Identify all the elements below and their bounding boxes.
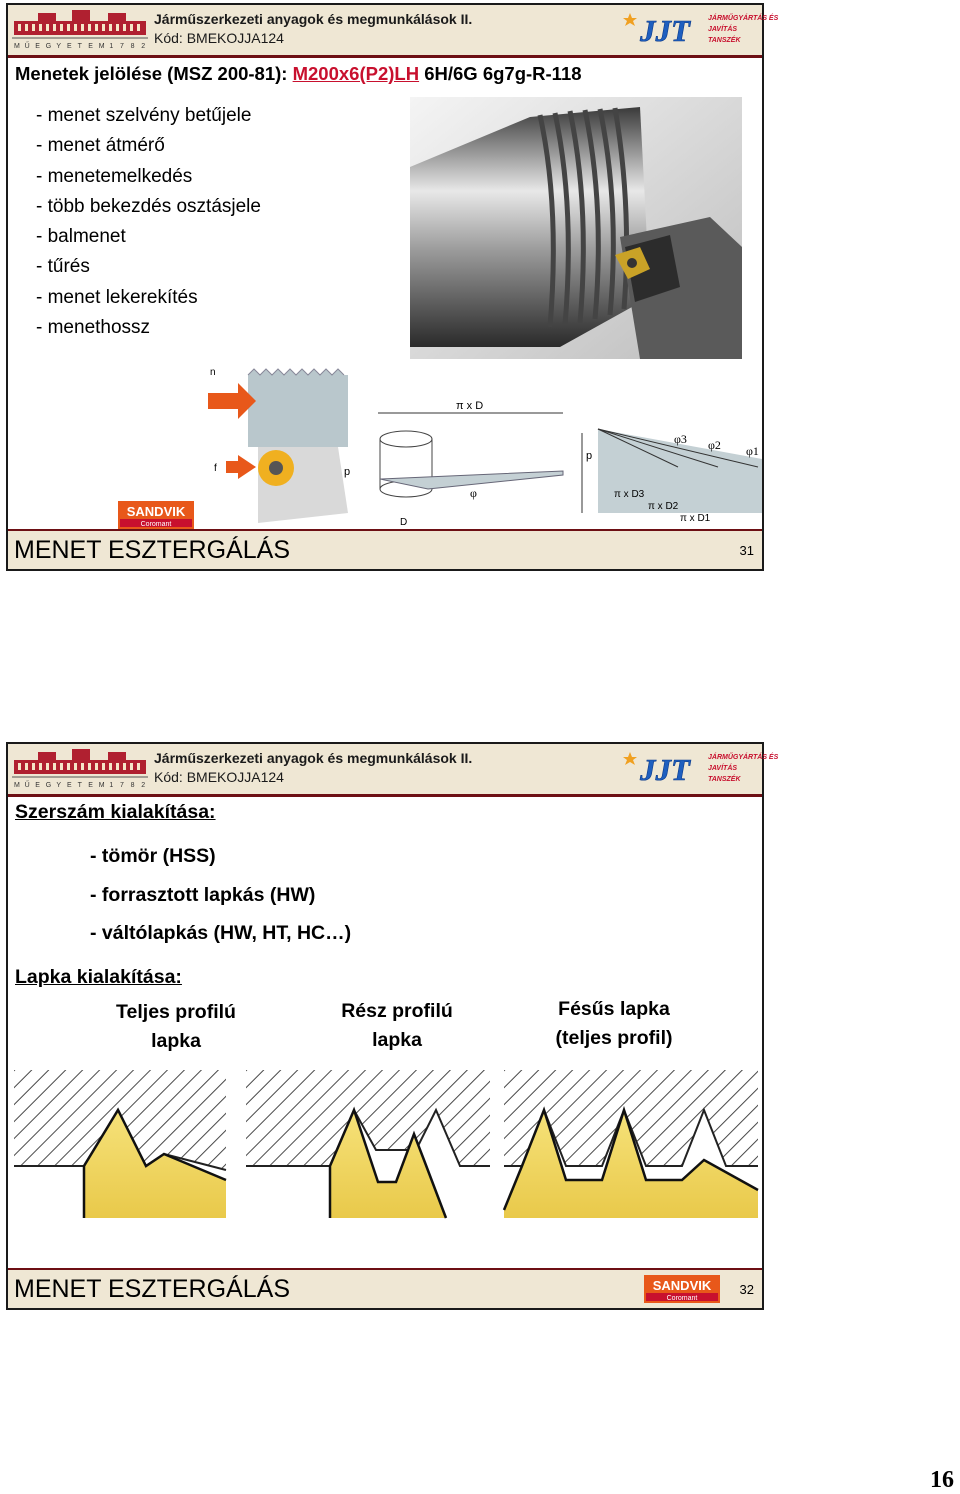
bme-logo-letter: 8: [130, 782, 135, 789]
bme-logo-letter: E: [88, 43, 93, 50]
list-item: - tömör (HSS): [90, 845, 216, 867]
list-item: - forrasztott lapkás (HW): [90, 883, 316, 906]
jjt-logo: [620, 746, 779, 790]
list-item: - váltólapkás (HW, HT, HC…): [90, 922, 352, 944]
caption-line: Rész profilú: [341, 1000, 453, 1022]
label-pi-d1: π x D1: [680, 513, 711, 524]
svg-text:TANSZÉK: TANSZÉK: [708, 776, 741, 783]
bme-logo-letter: 2: [141, 782, 146, 789]
list-item: - menethossz: [36, 317, 151, 339]
caption-line: lapka: [151, 1030, 201, 1052]
svg-text:JÁRMŰGYÁRTÁS ÉS: JÁRMŰGYÁRTÁS ÉS: [708, 754, 779, 761]
list-item: - menet lekerekítés: [36, 286, 198, 308]
footer-title: MENET ESZTERGÁLÁS: [14, 1275, 290, 1303]
bme-logo-letter: E: [35, 43, 40, 50]
course-code: Kód: BMEKOJJA124: [154, 769, 284, 785]
sandvik-logo-text: SANDVIK: [652, 1278, 712, 1293]
svg-text:TANSZÉK: TANSZÉK: [708, 37, 741, 44]
title-prefix: Menetek jelölése (MSZ 200-81):: [15, 63, 293, 84]
label-f: f: [214, 463, 217, 474]
course-title: Járműszerkezeti anyagok és megmunkálások II.: [154, 11, 473, 27]
caption-full-profile: [76, 998, 276, 1056]
course-title: Járműszerkezeti anyagok és megmunkálások II.: [154, 750, 473, 766]
label-pi-d3: π x D3: [614, 489, 645, 500]
bme-logo-letter: Ű: [24, 782, 30, 789]
tool-types-list: [90, 837, 351, 953]
course-code: Kód: BMEKOJJA124: [154, 30, 284, 46]
thread-turning-photo: [410, 97, 742, 359]
bme-logo-letter: M: [14, 782, 20, 789]
bme-logo-letter: T: [77, 43, 82, 50]
label-p-2: p: [586, 450, 593, 462]
list-item: - több bekezdés osztásjele: [36, 195, 261, 217]
list-item: - menetemelkedés: [36, 165, 193, 187]
multi-tooth-insert-diagram: [504, 1070, 758, 1218]
svg-text:JJT: JJT: [640, 13, 690, 48]
bme-logo-letter: Y: [56, 782, 62, 789]
slide-number: 32: [739, 1282, 754, 1297]
coromant-logo-text: Coromant: [666, 1295, 698, 1302]
bme-logo-letter: M: [14, 43, 20, 50]
caption-multi-tooth: [514, 995, 714, 1053]
coromant-logo-text: Coromant: [140, 521, 172, 528]
label-n: n: [210, 367, 216, 378]
label-phi3: φ3: [674, 432, 687, 446]
full-profile-insert-diagram: [14, 1070, 226, 1218]
bme-logo-letter: E: [67, 782, 72, 789]
bme-logo-letter: E: [67, 43, 72, 50]
label-p: p: [344, 466, 351, 478]
designation-parts-list: [36, 101, 261, 343]
caption-line: (teljes profil): [555, 1027, 673, 1049]
bme-logo-letter: 7: [120, 782, 124, 789]
slide-32: [6, 742, 779, 1310]
footer-title: MENET ESZTERGÁLÁS: [14, 536, 290, 564]
jjt-logo: [620, 7, 779, 51]
svg-text:JJT: JJT: [640, 752, 690, 787]
bme-logo-letter: 8: [130, 43, 135, 50]
slide-header: [8, 5, 779, 58]
thread-geometry-diagram: [108, 363, 762, 533]
svg-text:JÁRMŰGYÁRTÁS ÉS: JÁRMŰGYÁRTÁS ÉS: [708, 15, 779, 22]
title-suffix: 6H/6G 6g7g-R-118: [419, 63, 582, 84]
bme-logo-letter: 1: [109, 43, 114, 50]
slide-header: [8, 744, 779, 797]
insert-design-heading: Lapka kialakítása:: [15, 966, 182, 988]
bme-logo-letter: 1: [109, 782, 114, 789]
bme-logo-letter: G: [45, 43, 52, 50]
list-item: - menet szelvény betűjele: [36, 105, 252, 126]
bme-logo-letter: T: [77, 782, 82, 789]
sandvik-logo-text: SANDVIK: [126, 504, 186, 519]
slide-footer: [8, 1268, 762, 1308]
bme-logo-letter: M: [98, 782, 105, 789]
label-pi-d2: π x D2: [648, 501, 679, 512]
svg-text:JAVÍTÁS: JAVÍTÁS: [708, 765, 738, 772]
sandvik-logo: [644, 1275, 720, 1303]
bme-logo-letter: 2: [141, 43, 146, 50]
label-d: D: [400, 517, 408, 528]
bme-logo-letter: E: [88, 782, 93, 789]
thread-designation-title: [15, 63, 582, 85]
list-item: - balmenet: [36, 226, 126, 248]
label-pi-d: π x D: [456, 400, 484, 412]
list-item: - menet átmérő: [36, 135, 165, 157]
partial-profile-insert-diagram: [246, 1070, 490, 1218]
bme-logo: [10, 746, 150, 790]
bme-logo-letter: E: [35, 782, 40, 789]
caption-line: lapka: [372, 1029, 422, 1051]
slide-number: 31: [739, 543, 754, 558]
caption-line: Fésűs lapka: [558, 998, 670, 1020]
title-example-code: M200x6(P2)LH: [292, 63, 420, 84]
slide-31: [6, 3, 779, 571]
caption-line: Teljes profilú: [116, 1001, 236, 1023]
label-phi1: φ1: [746, 444, 759, 458]
label-phi: φ: [470, 486, 477, 500]
tool-design-heading: Szerszám kialakítása:: [15, 801, 216, 823]
bme-logo: [10, 7, 150, 51]
bme-logo-letter: G: [45, 782, 52, 789]
document-page-number: 16: [930, 1467, 954, 1493]
label-phi2: φ2: [708, 438, 721, 452]
bme-logo-letter: Ű: [24, 43, 30, 50]
list-item: - tűrés: [36, 256, 90, 278]
caption-partial-profile: [297, 997, 497, 1055]
slide-footer: [8, 529, 762, 569]
bme-logo-letter: M: [98, 43, 105, 50]
bme-logo-letter: 7: [120, 43, 124, 50]
svg-text:JAVÍTÁS: JAVÍTÁS: [708, 26, 738, 33]
bme-logo-letter: Y: [56, 43, 62, 50]
